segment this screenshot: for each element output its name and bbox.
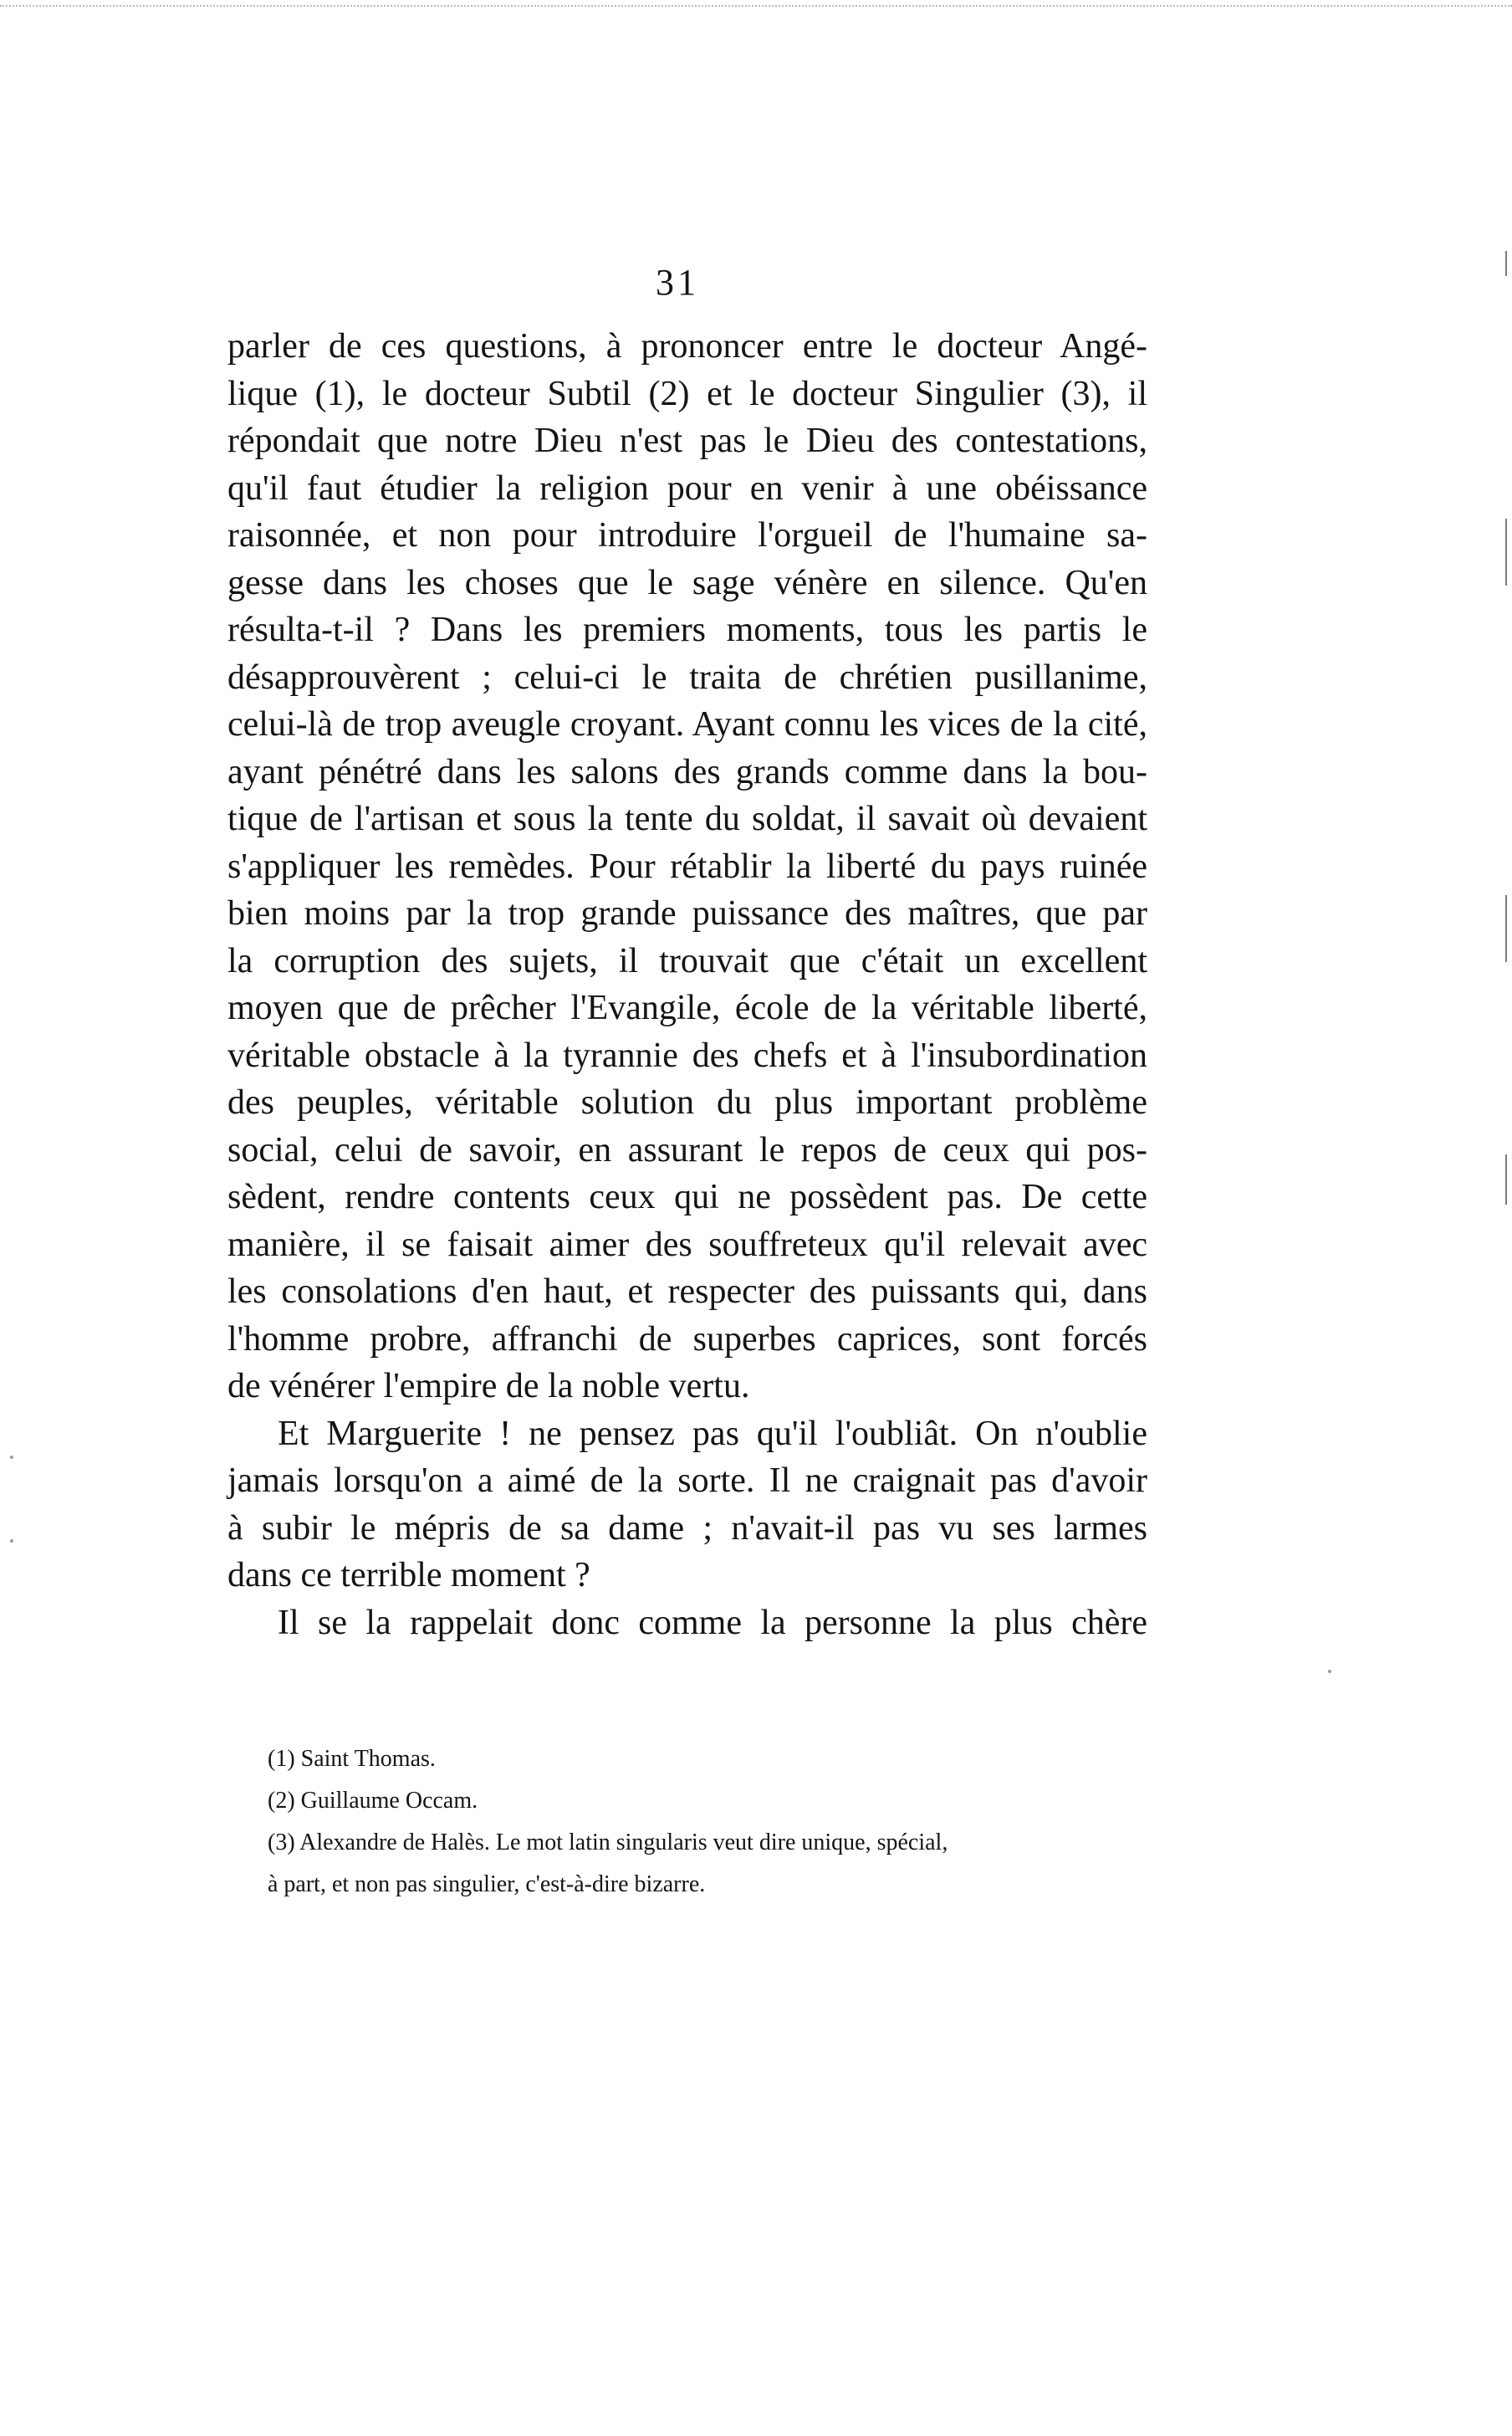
text-line: parler de ces questions, à prononcer entre le docteur Angé- <box>227 327 1147 366</box>
text-line: répondait que notre Dieu n'est pas le Dieu des contestations, <box>227 422 1147 460</box>
margin-mark <box>1505 519 1507 586</box>
scan-top-edge <box>0 5 1512 7</box>
text-line: s'appliquer les remèdes. Pour rétablir la liberté du pays ruinée <box>227 847 1147 886</box>
text-line: social, celui de savoir, en assurant le repos de ceux qui pos- <box>227 1130 1147 1169</box>
text-line: la corruption des sujets, il trouvait que c'était un excellent <box>227 941 1147 980</box>
footnotes <box>268 1738 1147 1906</box>
scan-speck <box>1328 1670 1331 1673</box>
text-line: qu'il faut étudier la religion pour en venir à une obéissance <box>227 468 1147 508</box>
text-line: moyen que de prêcher l'Evangile, école de la véritable liberté, <box>227 989 1147 1027</box>
scan-speck <box>10 1456 13 1459</box>
scan-speck <box>10 1539 13 1543</box>
footnote: à part, et non pas singulier, c'est-à-dire bizarre. <box>268 1871 706 1897</box>
text-line: les consolations d'en haut, et respecter des puissants qui, dans <box>227 1272 1147 1311</box>
margin-mark <box>1505 251 1507 276</box>
text-line: désapprouvèrent ; celui-ci le traita de chrétien pusillanime, <box>227 658 1147 697</box>
text-line: celui-là de trop aveugle croyant. Ayant connu les vices de la cité, <box>227 705 1147 744</box>
page-number: 31 <box>656 262 699 303</box>
footnote: (3) Alexandre de Halès. Le mot latin singularis veut dire unique, spécial, <box>268 1830 948 1855</box>
text-line: dans ce terrible moment ? <box>227 1556 590 1594</box>
text-line: résulta-t-il ? Dans les premiers moments, tous les partis le <box>227 611 1147 649</box>
body-text <box>227 323 1147 1646</box>
margin-mark <box>1505 1154 1507 1205</box>
text-line: jamais lorsqu'on a aimé de la sorte. Il ne craignait pas d'avoir <box>227 1461 1147 1500</box>
text-line: ayant pénétré dans les salons des grands comme dans la bou- <box>227 752 1147 791</box>
text-line: gesse dans les choses que le sage vénère en silence. Qu'en <box>227 563 1147 602</box>
text-line: manière, il se faisait aimer des souffreteux qu'il relevait avec <box>227 1225 1147 1264</box>
footnote: (1) Saint Thomas. <box>268 1746 436 1772</box>
text-line: à subir le mépris de sa dame ; n'avait-il pas vu ses larmes <box>227 1508 1147 1548</box>
text-line: Et Marguerite ! ne pensez pas qu'il l'oubliât. On n'oublie <box>278 1414 1147 1453</box>
text-line: des peuples, véritable solution du plus important problème <box>227 1083 1147 1122</box>
text-line: tique de l'artisan et sous la tente du soldat, il savait où devaient <box>227 800 1147 838</box>
text-line: lique (1), le docteur Subtil (2) et le docteur Singulier (3), il <box>227 374 1147 413</box>
text-line: de vénérer l'empire de la noble vertu. <box>227 1367 750 1405</box>
text-line: Il se la rappelait donc comme la personne la plus chère <box>278 1603 1147 1642</box>
margin-mark <box>1505 895 1507 962</box>
footnote: (2) Guillaume Occam. <box>268 1788 478 1814</box>
text-line: sèdent, rendre contents ceux qui ne possèdent pas. De cette <box>227 1178 1147 1216</box>
text-line: raisonnée, et non pour introduire l'orgueil de l'humaine sa- <box>227 516 1147 555</box>
text-line: bien moins par la trop grande puissance des maîtres, que par <box>227 894 1147 933</box>
text-line: véritable obstacle à la tyrannie des chefs et à l'insubordination <box>227 1036 1147 1075</box>
text-line: l'homme probre, affranchi de superbes caprices, sont forcés <box>227 1319 1147 1359</box>
